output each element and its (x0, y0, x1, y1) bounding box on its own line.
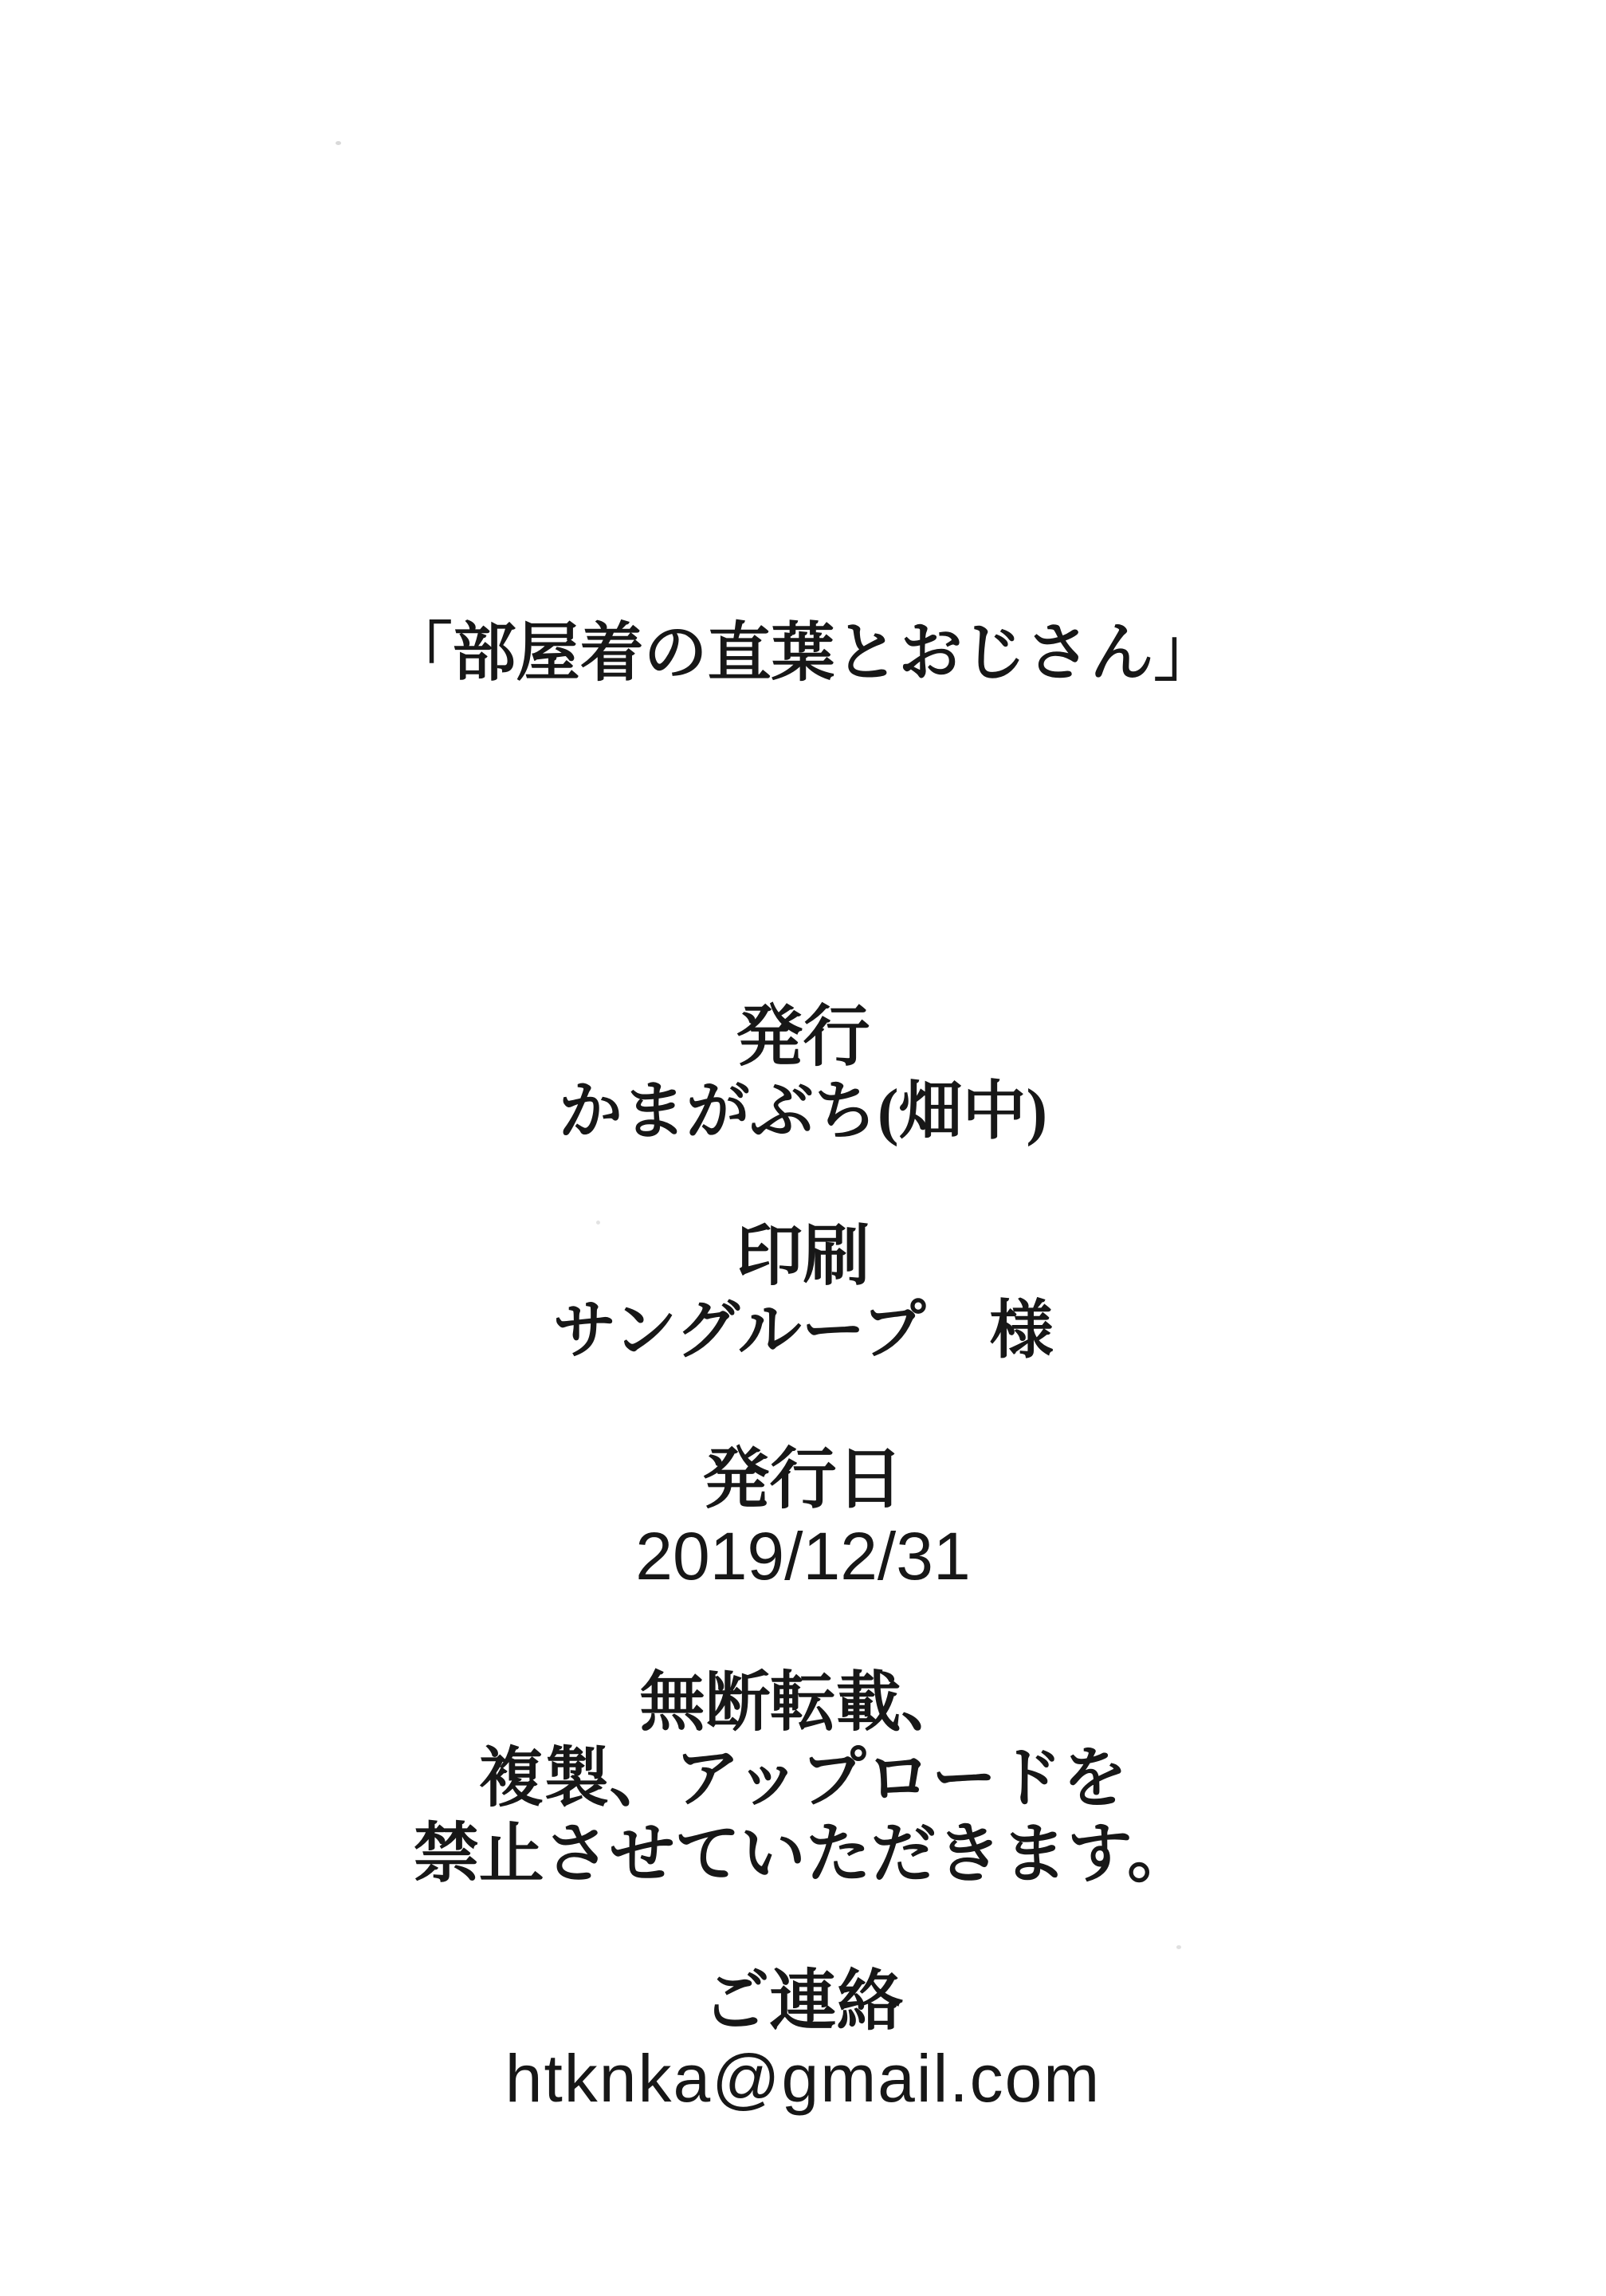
notice-line: 無断転載、 (639, 1666, 967, 1739)
notice-line: 禁止させていただきます。 (413, 1818, 1193, 1890)
notice-line: 複製、アップロードを (478, 1742, 1128, 1814)
publisher-label: 発行 (736, 999, 870, 1074)
issue-date-label: 発行日 (702, 1441, 904, 1516)
contact-email: htknka@gmail.com (505, 2041, 1101, 2116)
scan-speckle (1176, 1945, 1181, 1949)
printer-label: 印刷 (736, 1218, 870, 1293)
scan-speckle (596, 1221, 600, 1225)
publisher-name: かまがぶち(畑中) (558, 1077, 1048, 1147)
page-title: 「部屋着の直葉とおじさん」 (388, 619, 1218, 689)
printer-name: サングループ 様 (552, 1296, 1054, 1366)
scan-speckle (336, 141, 341, 145)
contact-label: ご連絡 (702, 1964, 904, 2038)
issue-date-value: 2019/12/31 (635, 1519, 971, 1594)
